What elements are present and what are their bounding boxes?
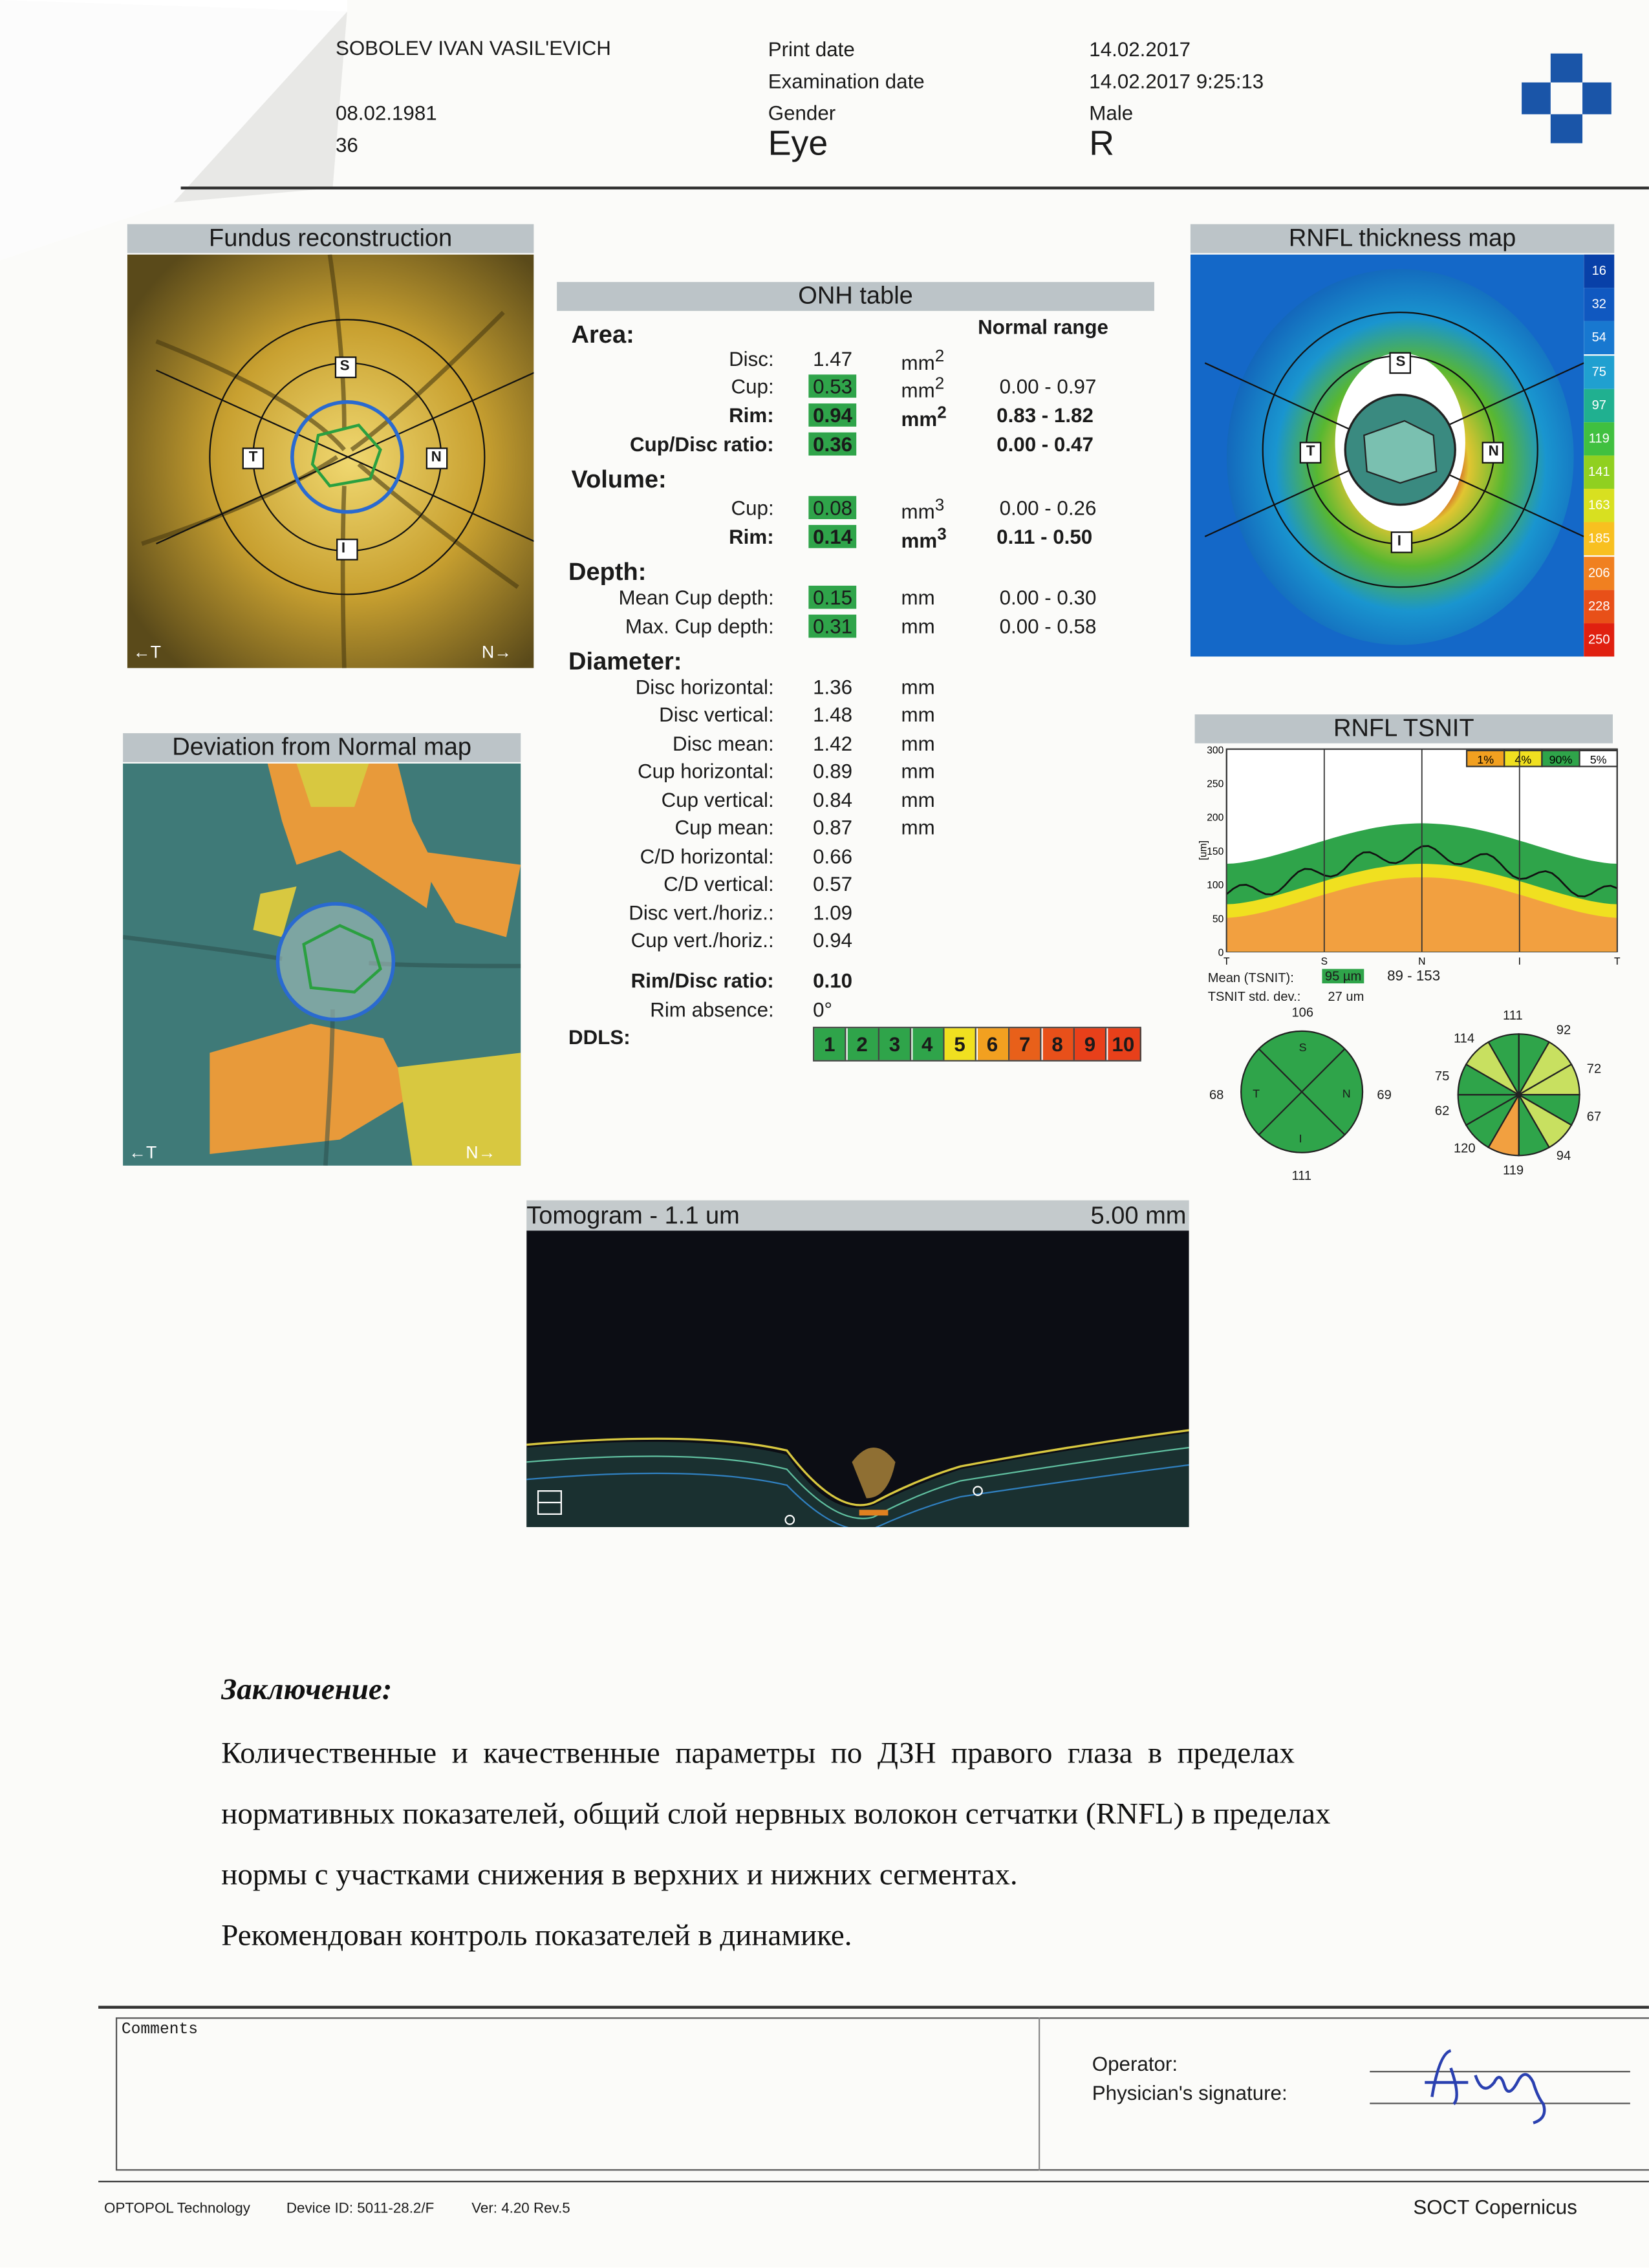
clock-94: 94: [1556, 1148, 1571, 1163]
conclusion-line-1: Количественные и качественные параметры по ДЗН правого глаза в пределах: [221, 1735, 1295, 1770]
tsnit-legend-label: 4%: [1514, 753, 1532, 767]
quad-left-value: 68: [1209, 1087, 1224, 1102]
ddls-box: 7: [1009, 1028, 1041, 1060]
conclusion-line-4: Рекомендован контроль показателей в динамике.: [221, 1917, 852, 1952]
rnfl-scale-tick: 32: [1584, 288, 1614, 321]
patient-dob: 08.02.1981: [335, 101, 437, 125]
rnfl-scale-tick: 16: [1584, 255, 1614, 288]
label: Disc mean:: [673, 731, 774, 755]
label: C/D vertical:: [663, 872, 774, 895]
deviation-arrow-n: N→: [466, 1142, 496, 1163]
tsnit-mean-range: 89 - 153: [1387, 968, 1441, 985]
quad-t: T: [1253, 1087, 1260, 1101]
tsnit-x-tick: T: [1613, 956, 1621, 967]
tomogram-scale: 5.00 mm: [1090, 1201, 1187, 1230]
value: 0.94: [808, 403, 856, 427]
tsnit-y-tick: 200: [1207, 812, 1224, 824]
tsnit-y-tick: 150: [1207, 846, 1224, 857]
tsnit-legend-label: 90%: [1549, 753, 1573, 767]
rnfl-map-i-label: I: [1397, 533, 1401, 550]
fundus-t-label: T: [248, 449, 258, 466]
label: Disc vertical:: [659, 703, 774, 726]
clock-114: 114: [1453, 1031, 1475, 1046]
ddls-box: 10: [1107, 1028, 1140, 1060]
gender: Male: [1089, 101, 1134, 125]
operator-label: Operator:: [1092, 2052, 1178, 2075]
label: Cup horizontal:: [638, 759, 774, 783]
deviation-arrow-t: ←T: [129, 1142, 157, 1163]
tsnit-std-label: TSNIT std. dev.:: [1207, 989, 1301, 1004]
volume-heading: Volume:: [571, 465, 667, 493]
patient-age: 36: [335, 133, 358, 156]
label: Cup vert./horiz.:: [630, 928, 774, 952]
value: 0.66: [813, 844, 853, 868]
header-divider: [181, 187, 1649, 189]
fundus-i-label: I: [341, 540, 346, 557]
print-date-label: Print date: [768, 37, 855, 61]
normal-range-header: Normal range: [978, 315, 1108, 339]
rnfl-scale-tick: 97: [1584, 389, 1614, 422]
quad-i: I: [1299, 1132, 1302, 1146]
quad-right-value: 69: [1377, 1087, 1392, 1102]
conclusion-title: Заключение:: [221, 1671, 393, 1707]
label: Disc horizontal:: [635, 675, 774, 699]
range: 0.00 - 0.58: [999, 614, 1097, 638]
fundus-arrow-n: N→: [481, 642, 512, 663]
ddls-box: 5: [945, 1028, 976, 1060]
label: Rim:: [729, 524, 774, 548]
rnfl-scale-tick: 228: [1584, 590, 1614, 623]
tsnit-mean-label: Mean (TSNIT):: [1207, 970, 1294, 985]
tsnit-y-label: [um]: [1198, 840, 1209, 861]
unit: mm: [901, 731, 935, 755]
clock-72: 72: [1586, 1061, 1602, 1076]
deviation-map-image: [123, 764, 521, 1166]
area-heading: Area:: [571, 321, 634, 349]
ddls-box: 9: [1075, 1028, 1106, 1060]
value: 0°: [813, 998, 833, 1022]
diameter-heading: Diameter:: [568, 648, 682, 676]
tsnit-y-tick: 0: [1218, 947, 1224, 959]
rnfl-map-t-label: T: [1306, 444, 1315, 460]
ddls-box: 8: [1042, 1028, 1074, 1060]
value: 0.89: [813, 759, 853, 783]
value: 0.87: [813, 815, 853, 839]
tsnit-legend-label: 1%: [1477, 753, 1494, 767]
footer-version: Ver: 4.20 Rev.5: [471, 2201, 570, 2218]
fundus-image: [127, 255, 534, 669]
value: 1.47: [813, 347, 853, 370]
unit: mm: [901, 614, 935, 638]
range: 0.83 - 1.82: [997, 403, 1094, 427]
deviation-title: Deviation from Normal map: [123, 733, 521, 762]
ddls-label: DDLS:: [568, 1025, 630, 1049]
tsnit-x-tick: N: [1418, 956, 1426, 967]
quad-n: N: [1342, 1087, 1351, 1101]
tsnit-x-tick: S: [1320, 956, 1328, 967]
unit: $mm^2$: [901, 403, 947, 431]
unit: $mm^2$: [901, 347, 945, 374]
value: 0.36: [808, 433, 856, 456]
signature-label: Physician's signature:: [1092, 2081, 1288, 2104]
unit: mm: [901, 585, 935, 609]
label: Disc vert./horiz.:: [629, 901, 774, 925]
handwritten-signature: [1410, 2039, 1569, 2126]
tsnit-mean-value: 95 µm: [1322, 969, 1364, 983]
label: Cup vertical:: [661, 788, 774, 811]
label: Mean Cup depth:: [618, 585, 774, 609]
rnfl-scale-tick: 206: [1584, 556, 1614, 590]
range: 0.00 - 0.30: [999, 585, 1097, 609]
exam-date-label: Examination date: [768, 69, 925, 93]
value: 1.42: [813, 731, 853, 755]
tsnit-x-tick: I: [1518, 956, 1521, 967]
footer-divider-top: [98, 2006, 1649, 2008]
value: 0.94: [813, 928, 853, 952]
exam-date: 14.02.2017 9:25:13: [1089, 69, 1264, 93]
tomogram-title: Tomogram - 1.1 um: [526, 1201, 740, 1230]
label: Cup:: [731, 374, 774, 398]
print-date: 14.02.2017: [1089, 37, 1191, 61]
clock-67: 67: [1586, 1109, 1602, 1124]
conclusion-line-2: нормативных показателей, общий слой нервных волокон сетчатки (RNFL) в пределах: [221, 1796, 1331, 1831]
fundus-title: Fundus reconstruction: [127, 224, 534, 253]
ddls-box: 2: [847, 1028, 879, 1060]
clock-120: 120: [1453, 1140, 1476, 1156]
tsnit-title: RNFL TSNIT: [1195, 714, 1613, 744]
rnfl-scale-tick: 75: [1584, 355, 1614, 389]
rnfl-map-title: RNFL thickness map: [1191, 224, 1614, 253]
fundus-s-label: S: [339, 358, 350, 375]
quad-s: S: [1299, 1041, 1307, 1054]
rnfl-scale-tick: 163: [1584, 489, 1614, 522]
value: 0.08: [808, 496, 856, 519]
quad-bottom-value: 111: [1291, 1168, 1312, 1183]
range: 0.00 - 0.47: [997, 432, 1094, 456]
value: 0.10: [813, 968, 853, 992]
label: Cup:: [731, 496, 774, 520]
unit: mm: [901, 788, 935, 811]
quad-top-value: 106: [1291, 1005, 1314, 1020]
value: 1.09: [813, 901, 853, 925]
tsnit-y-tick: 300: [1207, 745, 1224, 756]
tsnit-y-tick: 250: [1207, 778, 1224, 790]
eye-label: Eye: [768, 124, 828, 164]
label: Rim:: [729, 403, 774, 427]
footer-divider-bottom: [98, 2181, 1649, 2182]
label: Cup mean:: [674, 815, 774, 839]
value: 1.48: [813, 703, 853, 726]
comments-label: Comments: [121, 2022, 199, 2039]
conclusion-line-3: нормы с участками снижения в верхних и нижних сегментах.: [221, 1857, 1018, 1892]
rnfl-scale-tick: 141: [1584, 456, 1614, 489]
footer-company: OPTOPOL Technology: [104, 2201, 250, 2218]
value: 0.84: [813, 788, 853, 811]
value: 0.31: [808, 615, 856, 638]
value: 0.53: [808, 374, 856, 398]
value: 0.15: [808, 586, 856, 609]
onh-title: ONH table: [557, 282, 1154, 311]
rnfl-map-n-label: N: [1488, 444, 1499, 460]
label: Disc:: [729, 347, 774, 370]
unit: mm: [901, 815, 935, 839]
label: Cup/Disc ratio:: [629, 432, 774, 456]
clock-119: 119: [1503, 1162, 1524, 1177]
comments-divider: [1039, 2017, 1040, 2170]
footer-product: SOCT Copernicus: [1413, 2195, 1577, 2219]
rnfl-scale-tick: 54: [1584, 321, 1614, 355]
unit: mm: [901, 675, 935, 699]
gender-label: Gender: [768, 101, 836, 125]
clock-75: 75: [1434, 1068, 1450, 1084]
eye-value: R: [1089, 124, 1115, 164]
unit: $mm^3$: [901, 496, 945, 523]
clock-62: 62: [1434, 1103, 1450, 1118]
value: 0.57: [813, 872, 853, 895]
rnfl-map-s-label: S: [1396, 354, 1406, 370]
value: 0.14: [808, 525, 856, 548]
tsnit-legend-label: 5%: [1590, 753, 1607, 767]
fundus-arrow-t: ←T: [133, 642, 162, 663]
clock-111: 111: [1503, 1008, 1523, 1023]
ddls-box: 6: [977, 1028, 1009, 1060]
tsnit-y-tick: 50: [1212, 914, 1224, 925]
tsnit-y-tick: 100: [1207, 880, 1224, 892]
footer-device: Device ID: 5011-28.2/F: [286, 2201, 435, 2218]
unit: $mm^3$: [901, 524, 947, 552]
range: 0.11 - 0.50: [997, 524, 1093, 548]
fundus-n-label: N: [431, 449, 442, 466]
ddls-scale: [813, 1027, 1141, 1062]
tsnit-x-tick: T: [1223, 956, 1230, 967]
rnfl-color-scale: [1584, 255, 1614, 657]
ddls-box: 3: [879, 1028, 911, 1060]
unit: $mm^2$: [901, 374, 945, 402]
ddls-box: 4: [912, 1028, 943, 1060]
rnfl-scale-tick: 119: [1584, 422, 1614, 456]
rnfl-thickness-map-image: [1191, 255, 1584, 657]
patient-name: SOBOLEV IVAN VASIL'EVICH: [335, 36, 611, 59]
depth-heading: Depth:: [568, 558, 647, 586]
unit: mm: [901, 703, 935, 726]
tsnit-chart: [1195, 744, 1629, 968]
label: Rim absence:: [650, 998, 774, 1022]
range: 0.00 - 0.26: [999, 496, 1097, 520]
tomogram-image: [526, 1231, 1189, 1528]
rnfl-scale-tick: 185: [1584, 522, 1614, 556]
label: C/D horizontal:: [640, 844, 774, 868]
rnfl-scale-tick: 250: [1584, 623, 1614, 657]
clock-92: 92: [1556, 1022, 1571, 1037]
range: 0.00 - 0.97: [999, 374, 1097, 398]
label: Rim/Disc ratio:: [630, 968, 774, 992]
tsnit-std-value: 27 um: [1328, 989, 1364, 1004]
value: 1.36: [813, 675, 853, 699]
label: Max. Cup depth:: [625, 614, 774, 638]
company-logo-icon: [1519, 50, 1615, 146]
folded-corner: [0, 0, 347, 261]
ddls-box: 1: [814, 1028, 846, 1060]
unit: mm: [901, 759, 935, 783]
